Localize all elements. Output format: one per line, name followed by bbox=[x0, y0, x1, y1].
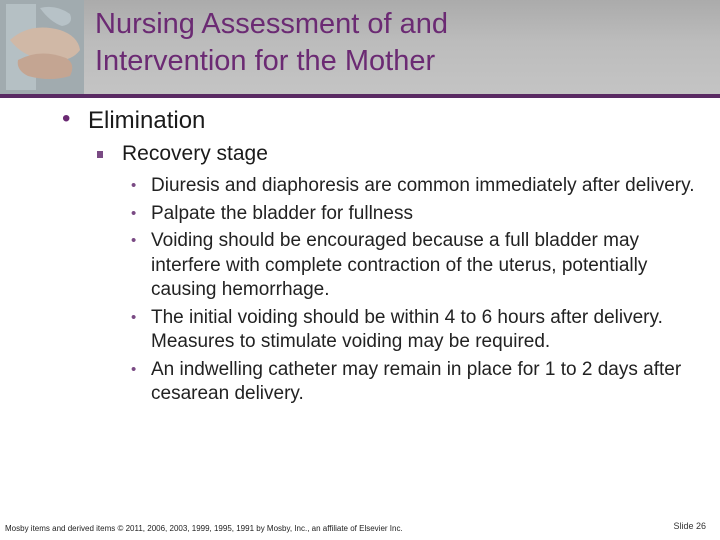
bullet-dot-icon: • bbox=[131, 232, 137, 249]
bullet-square-icon bbox=[97, 151, 103, 158]
slide-number: Slide 26 bbox=[673, 521, 706, 531]
bullet-dot-icon: • bbox=[62, 105, 71, 132]
level-2-text: Recovery stage bbox=[122, 142, 268, 165]
list-item bbox=[128, 202, 713, 227]
list-item bbox=[128, 229, 713, 303]
list-item-text: An indwelling catheter may remain in place for 1 to 2 days after cesarean delivery. bbox=[151, 358, 682, 404]
bullet-dot-icon: • bbox=[131, 177, 137, 194]
title-line-2: Intervention for the Mother bbox=[95, 45, 436, 77]
list-item-text: The initial voiding should be within 4 to 6 hours after delivery. Measures to stimulate voiding may be required. bbox=[151, 306, 663, 352]
list-item-text: Diuresis and diaphoresis are common immediately after delivery. bbox=[151, 175, 695, 196]
header-divider bbox=[0, 94, 720, 98]
header-banner bbox=[0, 0, 720, 94]
level-1-text: Elimination bbox=[88, 107, 206, 134]
list-item bbox=[128, 358, 713, 407]
bullet-list bbox=[128, 174, 713, 410]
hands-photo-icon bbox=[0, 0, 84, 94]
title-line-1: Nursing Assessment of and bbox=[95, 8, 449, 40]
bullet-dot-icon: • bbox=[131, 308, 137, 326]
list-item bbox=[128, 306, 713, 355]
copyright-footer: Mosby items and derived items © 2011, 2006, 2003, 1999, 1995, 1991 by Mosby, Inc., an affiliate of Elsevier Inc. bbox=[5, 524, 403, 533]
list-item-text: Palpate the bladder for fullness bbox=[151, 202, 413, 224]
bullet-dot-icon: • bbox=[131, 204, 137, 222]
slide-title bbox=[95, 6, 695, 80]
list-item-text: Voiding should be encouraged because a full bladder may interfere with complete contraction of the uterus, potentially causing hemorrhage. bbox=[151, 230, 648, 300]
bullet-dot-icon: • bbox=[131, 360, 137, 378]
list-item bbox=[128, 174, 713, 199]
